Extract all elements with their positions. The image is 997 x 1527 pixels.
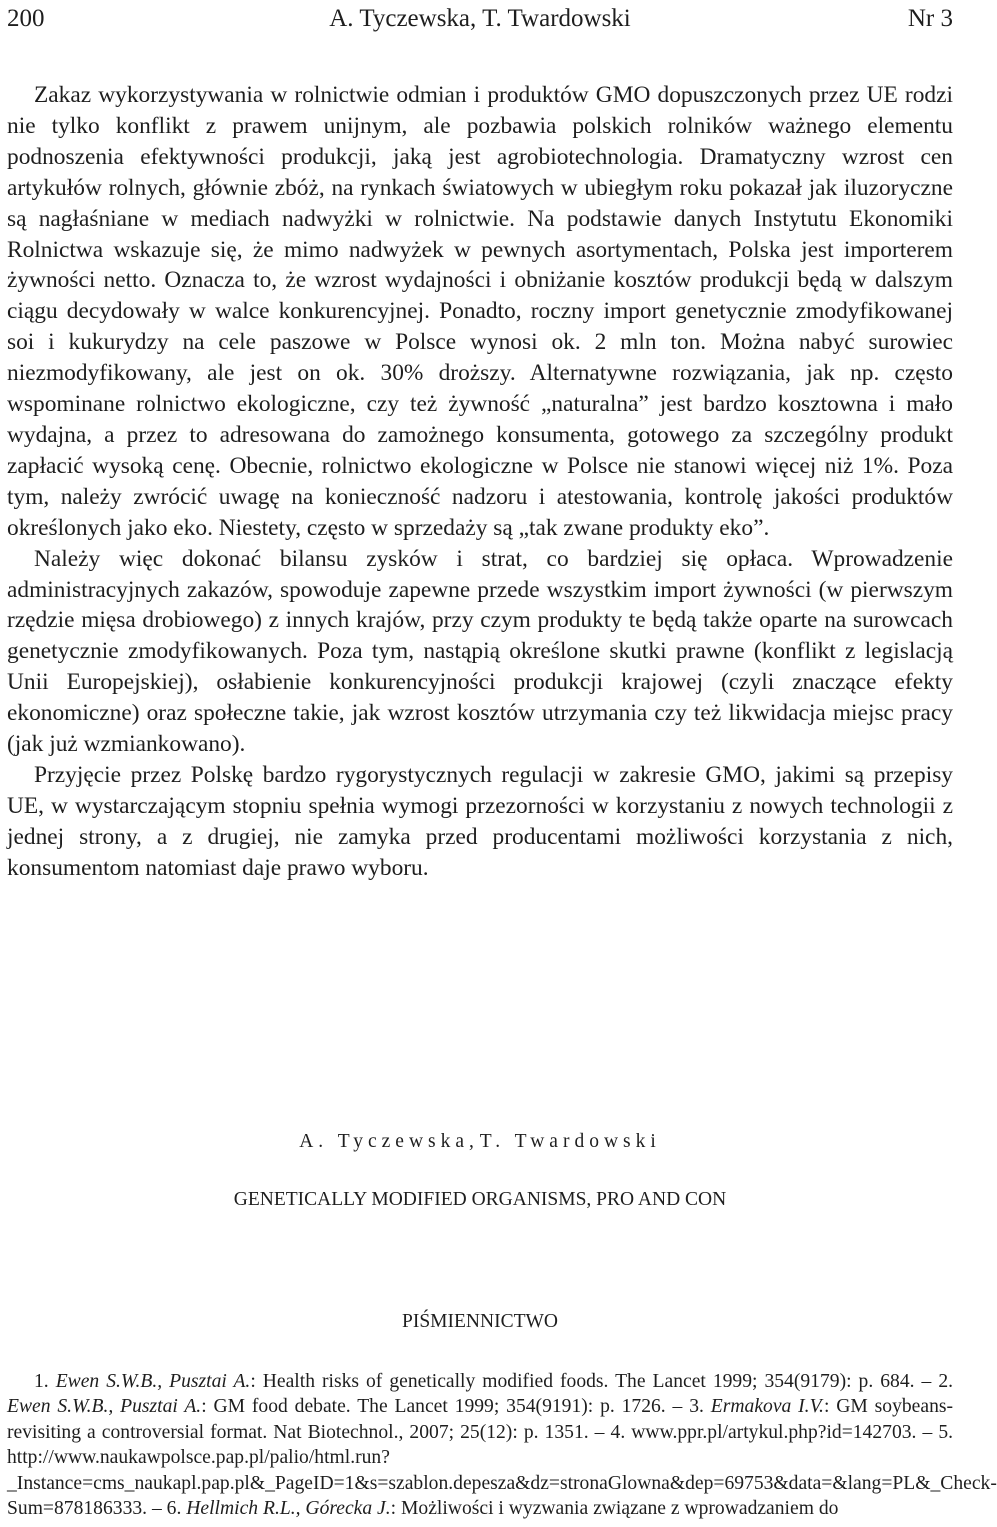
references-paragraph xyxy=(7,1369,997,1521)
reference-url: http://www.naukawpolsce.pap.pl/palio/html.run?_Instance=cms_naukapl.pap.pl&_PageID=1&s=szablon.depesza&dz=stronaGlowna&dep=69753&data=&lang=PL&_CheckSum=878186333. – xyxy=(7,1447,997,1520)
reference-authors: Hellmich R.L., Górecka J. xyxy=(186,1498,391,1520)
reference-text: : Możliwości i wyzwania związane z wprowadzaniem do xyxy=(390,1498,839,1520)
reference-number: 1. xyxy=(34,1371,56,1392)
main-text xyxy=(7,80,953,884)
reference-text: : GM food debate. The Lancet 1999; 354(9191): p. 1726. – xyxy=(201,1396,690,1418)
page-number: 200 xyxy=(7,5,45,32)
running-header xyxy=(7,4,953,34)
summary-author-1: A. Tyczewska xyxy=(299,1131,470,1152)
reference-authors: Ewen S.W.B., Pusztai A. xyxy=(55,1371,251,1392)
reference-entry xyxy=(34,1371,938,1392)
issue-number: Nr 3 xyxy=(907,5,953,32)
reference-entry xyxy=(167,1498,839,1519)
references-heading: PIŚMIENNICTWO xyxy=(402,1311,558,1332)
reference-authors: Ermakova I.V. xyxy=(710,1396,824,1418)
reference-url: www.ppr.pl/artykul.php?id=142703. – xyxy=(631,1421,939,1443)
references-list xyxy=(7,1369,997,1521)
summary-title: GENETICALLY MODIFIED ORGANISMS, PRO AND CON xyxy=(233,1189,727,1210)
reference-text: : GM soybeans-revisiting a controversial format. Nat Biotechnol., 2007; 25(12): p. 1351. – xyxy=(7,1396,954,1443)
body-paragraph: Zakaz wykorzystywania w rolnictwie odmian i produktów GMO dopuszczonych przez UE rodzi nie tylko konflikt z prawem unijnym, ale pozbawia polskich rolników ważnego elementu podnoszenia efektywności produkcji, jaką jest agrobiotechnologia. Dramatyczny wzrost cen artykułów rolnych, głównie zbóż, na rynkach światowych w ubiegłym roku pokazał jak iluzoryczne są nagłaśniane w mediach nadwyżki w rolnictwie. Na podstawie danych Instytutu Ekonomiki Rolnictwa wskazuje się, że mimo nadwyżek w pewnych asortymentach, Polska jest importerem żywności netto. Oznacza to, że wzrost wydajności i obniżanie kosztów produkcji będą w dalszym ciągu decydowały w walce konkurencyjnej. Ponadto, roczny import genetycznie zmodyfikowanej soi i kukurydzy na cele paszowe w Polsce wynosi ok. 2 mln ton. Można nabyć surowiec niezmodyfikowany, ale jest on ok. 30% droższy. Alternatywne rozwiązania, jak np. często wspominane rolnictwo ekologiczne, czy też żywność „naturalna” jest bardzo kosztowna i mało wydajna, a przez to adresowana do zamożnego konsumenta, gotowego za szczególny produkt zapłacić wysoką cenę. Obecnie, rolnictwo ekologiczne w Polsce nie stanowi więcej niż 1%. Poza tym, należy zwrócić uwagę na konieczność nadzoru i atestowania, kontrolę jakości produktów określonych jako eko. Niestety, często w sprzedaży są „tak zwane produkty eko”. xyxy=(7,82,953,541)
reference-number: 2. xyxy=(938,1371,954,1392)
running-head-authors: A. Tyczewska, T. Twardowski xyxy=(329,5,631,32)
reference-number: 3. xyxy=(689,1396,711,1418)
summary-author-separator: , xyxy=(469,1131,480,1152)
reference-number: 5. xyxy=(938,1421,954,1443)
summary-author-2: T. Twardowski xyxy=(479,1131,661,1152)
reference-number: 6. xyxy=(166,1498,187,1520)
reference-entry xyxy=(611,1422,939,1443)
summary-authors xyxy=(0,1128,960,1156)
body-paragraph: Należy więc dokonać bilansu zysków i strat, co bardziej się opłaca. Wprowadzenie administracyjnych zakazów, spowoduje zapewne przede wszystkim import żywności (w pierwszym rzędzie mięsa drobiowego) z innych krajów, przy czym produkty te będą także oparte na surowcach genetycznie zmodyfikowanych. Poza tym, nastąpią określone skutki prawne (konflikt z legislacją Unii Europejskiej), osłabienie konkurencyjności produkcji krajowej (czyli znaczące efekty ekonomiczne) oraz społeczne takie, jak wzrost kosztów utrzymania czy też likwidacja miejsc pracy (jak już wzmiankowano). xyxy=(7,545,953,758)
body-paragraph: Przyjęcie przez Polskę bardzo rygorystycznych regulacji w zakresie GMO, jakimi są przepisy UE, w wystarczającym stopniu spełnia wymogi przezorności w korzystaniu z nowych technologii z jednej strony, a z drugiej, nie zamyka przed producentami możliwości korzystania z nich, konsumentom natomiast daje prawo wyboru. xyxy=(7,761,953,881)
reference-text: : Health risks of genetically modified foods. The Lancet 1999; 354(9179): p. 684. – xyxy=(250,1371,939,1392)
reference-authors: Ewen S.W.B., Pusztai A. xyxy=(7,1396,202,1418)
reference-number: 4. xyxy=(610,1421,632,1443)
